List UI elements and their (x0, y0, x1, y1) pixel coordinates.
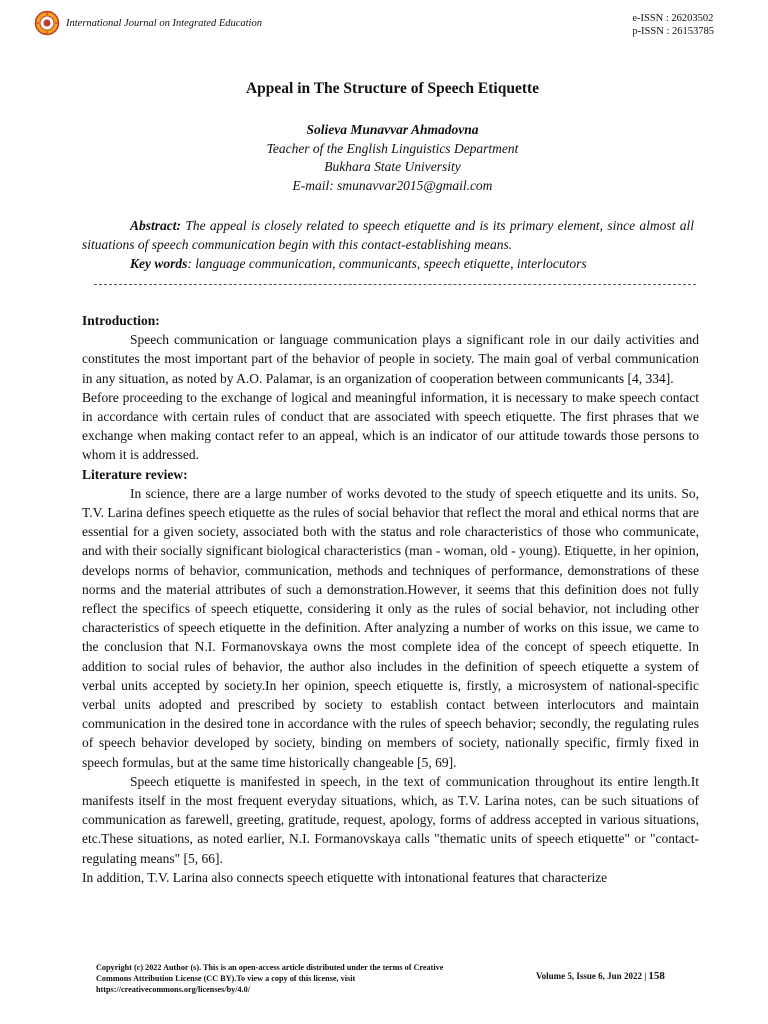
abstract-text: The appeal is closely related to speech etiquette and is its primary element, since almost all situations of speech communication begin with this contact-establishing means. (82, 218, 694, 252)
paper-title: Appeal in The Structure of Speech Etiquette (245, 80, 540, 97)
journal-name: International Journal on Integrated Education (66, 18, 262, 29)
copyright-notice: Copyright (c) 2022 Author (s). This is an open-access article distributed under the terms of Creative Commons Attribution License (CC BY).To view a copy of this license, visit https://creativecommons.org/licenses/by/4.0/ (96, 963, 444, 994)
keywords-label: Key words (130, 256, 188, 271)
author-email: E-mail: smunavvar2015@gmail.com (292, 177, 493, 193)
issn-block (632, 12, 714, 38)
volume-text: Volume 5, Issue 6, Jun 2022 | (536, 971, 649, 981)
literature-paragraph-1: In science, there are a large number of works devoted to the study of speech etiquette and its units. So, T.V. Larina defines speech etiquette as the rules of social behavior that reflect the moral and ethical norms that are essential for a given society, associated both with the status and role characteristics of those who communicate, and with their socially significant biological characteristics (man - woman, old - young). Etiquette, in her opinion, develops norms of behavior, communication, methods and techniques of performance, demonstrations of these norms and the material attributes of such a demonstration.However, it seems that this definition does not fully reflect the specifics of speech etiquette, considering it only as the rules of social behavior, not including other characteristics of speech etiquette in the definition. After analyzing a number of works on this issue, we came to the conclusion that N.I. Formanovskaya owns the most complete idea of the concept of speech etiquette. In addition to social rules of behavior, the author also includes in the definition of speech etiquette a system of verbal units accepted by society.In her opinion, speech etiquette is, firstly, a microsystem of national-specific verbal units adopted and prescribed by society to establish contact between interlocutors and maintain communication in the desired tone in accordance with the rules of speech behavior; secondly, the regulating rules of speech behavior developed by society, binding on members of society, nationally specific, firmly fixed in speech formulas, but at the same time historically changeable [5, 69]. (82, 485, 699, 770)
intro-paragraph-1: Speech communication or language communication plays a significant role in our daily activities and constitutes the most important part of the behavior of people in society. The main goal of verbal communication in any situation, as noted by A.O. Palamar, is an organization of cooperation between communicants [4, 334]. (82, 332, 699, 386)
intro-paragraph-2: Before proceeding to the exchange of logical and meaningful information, it is necessary to make speech contact in accordance with certain rules of conduct that are associated with speech etiquette. The first phrases that we exchange when making contact refer to an appeal, which is an indicator of our attitude towards those persons to whom it is addressed. (82, 389, 699, 463)
author-position: Teacher of the English Linguistics Department (266, 140, 519, 156)
abstract-label: Abstract: (130, 218, 182, 233)
author-block (0, 121, 768, 195)
abstract-block (82, 216, 694, 273)
page-number: 158 (648, 970, 665, 982)
pissn: p-ISSN : 26153785 (632, 26, 714, 37)
keywords-text: : language communication, communicants, speech etiquette, interlocutors (187, 256, 587, 271)
author-university: Bukhara State University (324, 159, 461, 174)
volume-info (536, 970, 665, 982)
literature-paragraph-3: In addition, T.V. Larina also connects speech etiquette with intonational features that characterize (82, 869, 608, 885)
literature-paragraph-2: Speech etiquette is manifested in speech, in the text of communication throughout its entire length.It manifests itself in the most frequent everyday situations, which, as T.V. Larina notes, can be such situations of communication as farewell, greeting, gratitude, request, apology, forms of address accepted in various situations, etc.These situations, as noted earlier, N.I. Formanovskaya calls "thematic units of speech etiquette" or "contact-regulating means" [5, 66]. (82, 773, 699, 866)
eissn: e-ISSN : 26203502 (632, 13, 714, 24)
keywords-paragraph (82, 254, 694, 273)
page-header (30, 10, 730, 46)
article-body (82, 311, 699, 887)
intro-heading: Introduction: (82, 313, 160, 328)
abstract-paragraph (82, 216, 694, 254)
journal-logo-icon (34, 10, 60, 36)
author-name: Solieva Munavvar Ahmadovna (306, 122, 479, 137)
section-divider (94, 284, 696, 285)
literature-heading: Literature review: (82, 466, 188, 482)
